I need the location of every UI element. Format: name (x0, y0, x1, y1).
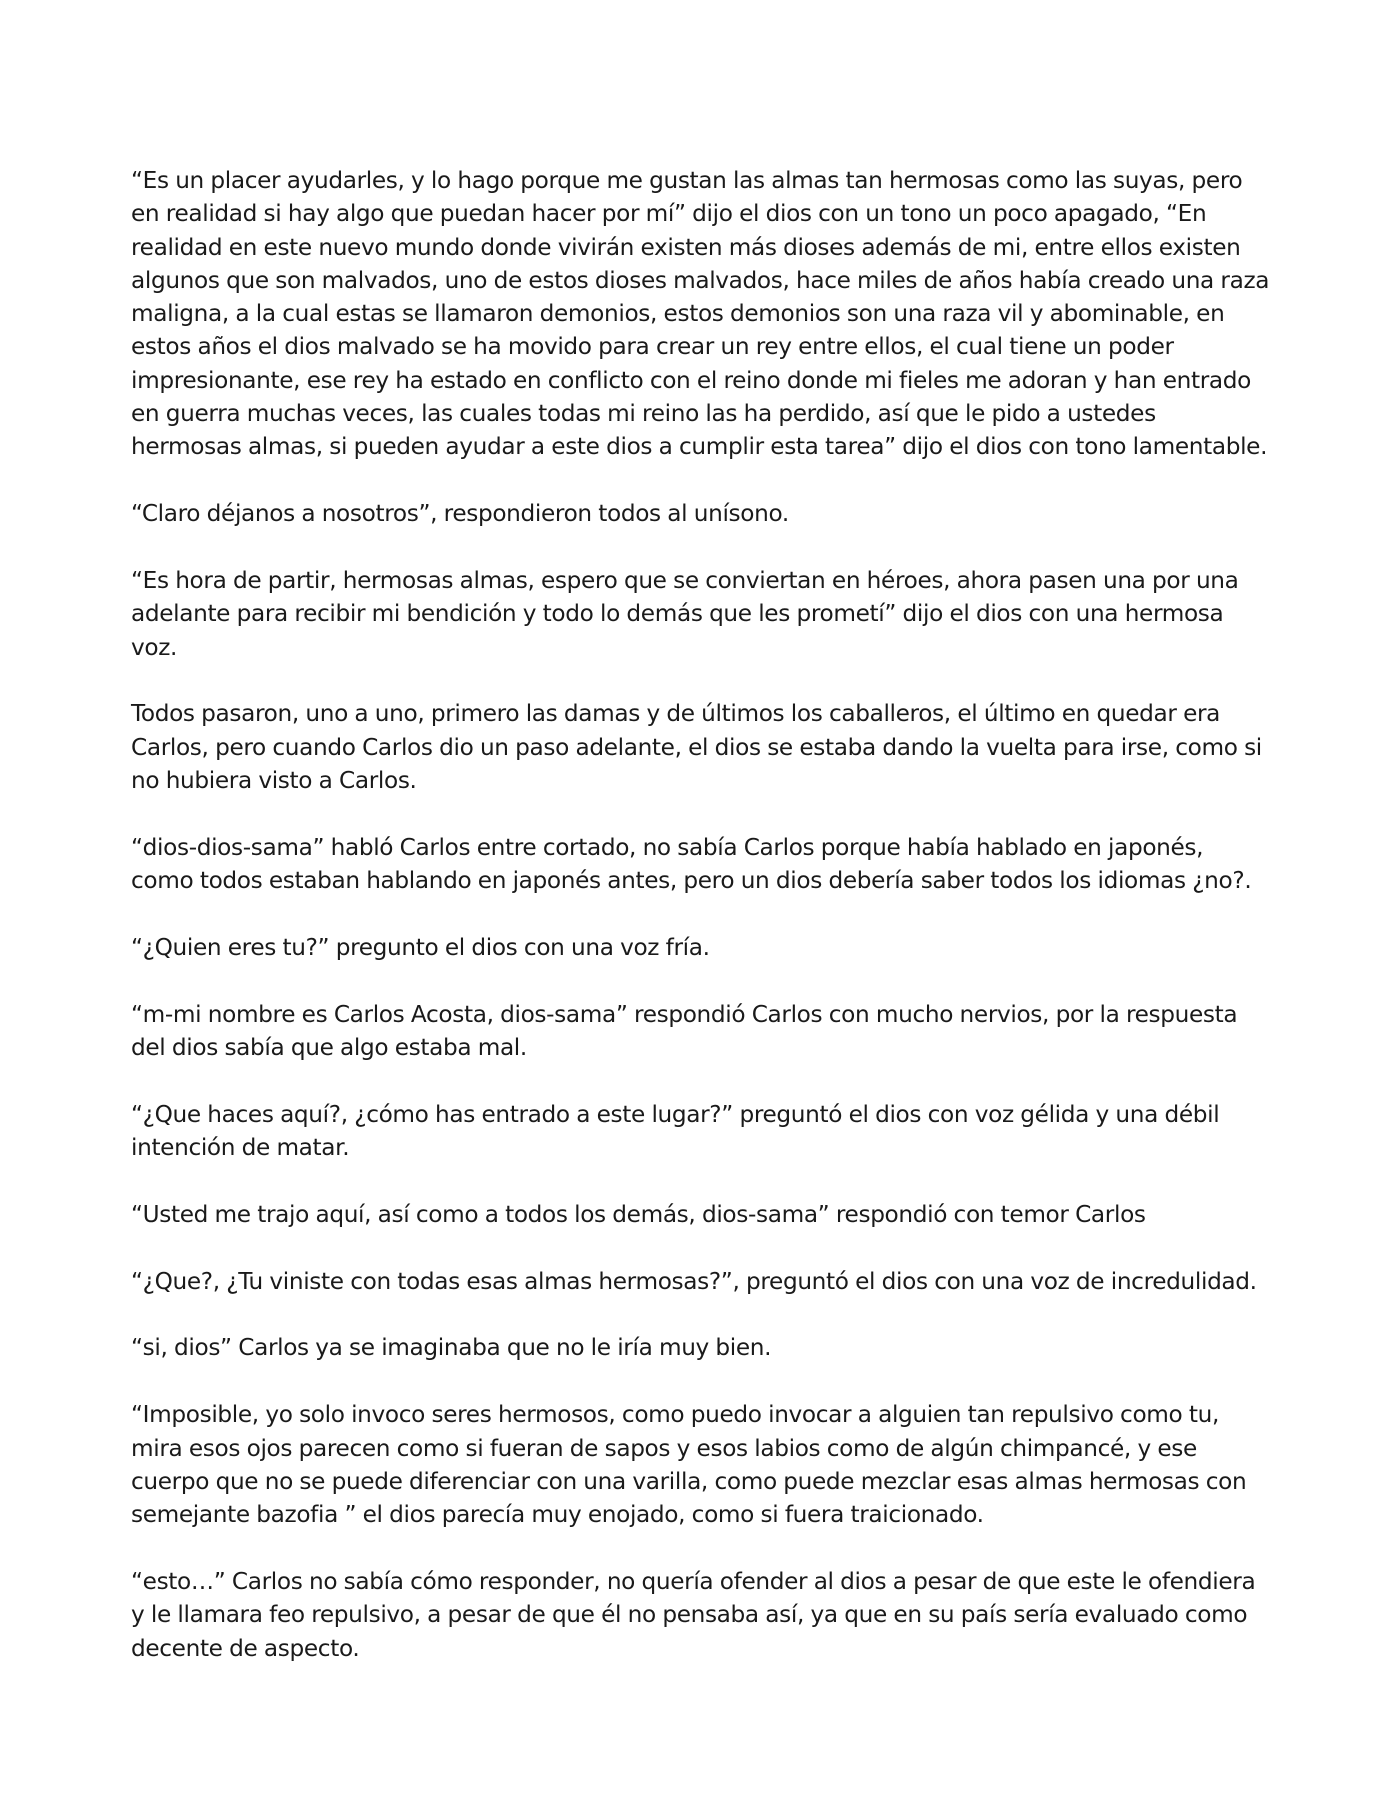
paragraph-3: “Es hora de partir, hermosas almas, espero que se conviertan en héroes, ahora pasen una por una adelante para recibir mi bendición y todo lo demás que les prometí” dijo el dios con una hermosa voz. (131, 566, 1239, 661)
paragraph-1: “Es un placer ayudarles, y lo hago porque me gustan las almas tan hermosas como las suyas, pero en realidad si hay algo que puedan hacer por mí” dijo el dios con un tono un poco apagado, “En realidad en este nuevo mundo donde vivirán existen más dioses además de mi, entre ellos existen algunos que son malvados, uno de estos dioses malvados, hace miles de años había creado una raza maligna, a la cual estas se llamaron demonios, estos demonios son una raza vil y abominable, en estos años el dios malvado se ha movido para crear un rey entre ellos, el cual tiene un poder impresionante, ese rey ha estado en conflicto con el reino donde mi fieles me adoran y han entrado en guerra muchas veces, las cuales todas mi reino las ha perdido, así que le pido a ustedes hermosas almas, si pueden ayudar a este dios a cumplir esta tarea” dijo el dios con tono lamentable. (131, 167, 1270, 461)
paragraph-7: “m-mi nombre es Carlos Acosta, dios-sama” respondió Carlos con mucho nervios, por la respuesta del dios sabía que algo estaba mal. (131, 1000, 1238, 1061)
paragraph-2: “Claro déjanos a nosotros”, respondieron todos al unísono. (131, 500, 789, 528)
paragraph-5: “dios-dios-sama” habló Carlos entre cortado, no sabía Carlos porque había hablado en japonés, como todos estaban hablando en japonés antes, pero un dios debería saber todos los idiomas ¿no?. (131, 833, 1252, 895)
paragraph-4: Todos pasaron, uno a uno, primero las damas y de últimos los caballeros, el último en quedar era Carlos, pero cuando Carlos dio un paso adelante, el dios se estaba dando la vuelta para irse, como si no hubiera visto a Carlos. (131, 700, 1262, 794)
paragraph-10: “¿Que?, ¿Tu viniste con todas esas almas hermosas?”, preguntó el dios con una voz de incredulidad. (131, 1267, 1257, 1295)
paragraph-12: “Imposible, yo solo invoco seres hermosos, como puedo invocar a alguien tan repulsivo como tu, mira esos ojos parecen como si fueran de sapos y esos labios como de algún chimpancé, y ese cuerpo que no se puede diferenciar con una varilla, como puede mezclar esas almas hermosas con semejante bazofia ” el dios parecía muy enojado, como si fuera traicionado. (131, 1401, 1247, 1529)
paragraph-11: “si, dios” Carlos ya se imaginaba que no le iría muy bien. (131, 1334, 772, 1362)
paragraph-8: “¿Que haces aquí?, ¿cómo has entrado a este lugar?” preguntó el dios con voz gélida y una débil intención de matar. (131, 1100, 1220, 1162)
paragraph-9: “Usted me trajo aquí, así como a todos los demás, dios-sama” respondió con temor Carlos (131, 1200, 1146, 1228)
document-body (131, 164, 1271, 1665)
paragraph-6: “¿Quien eres tu?” pregunto el dios con una voz fría. (131, 933, 710, 961)
paragraph-13: “esto…” Carlos no sabía cómo responder, no quería ofender al dios a pesar de que este le ofendiera y le llamara feo repulsivo, a pesar de que él no pensaba así, ya que en su país sería evaluado como decente de aspecto. (131, 1567, 1256, 1662)
